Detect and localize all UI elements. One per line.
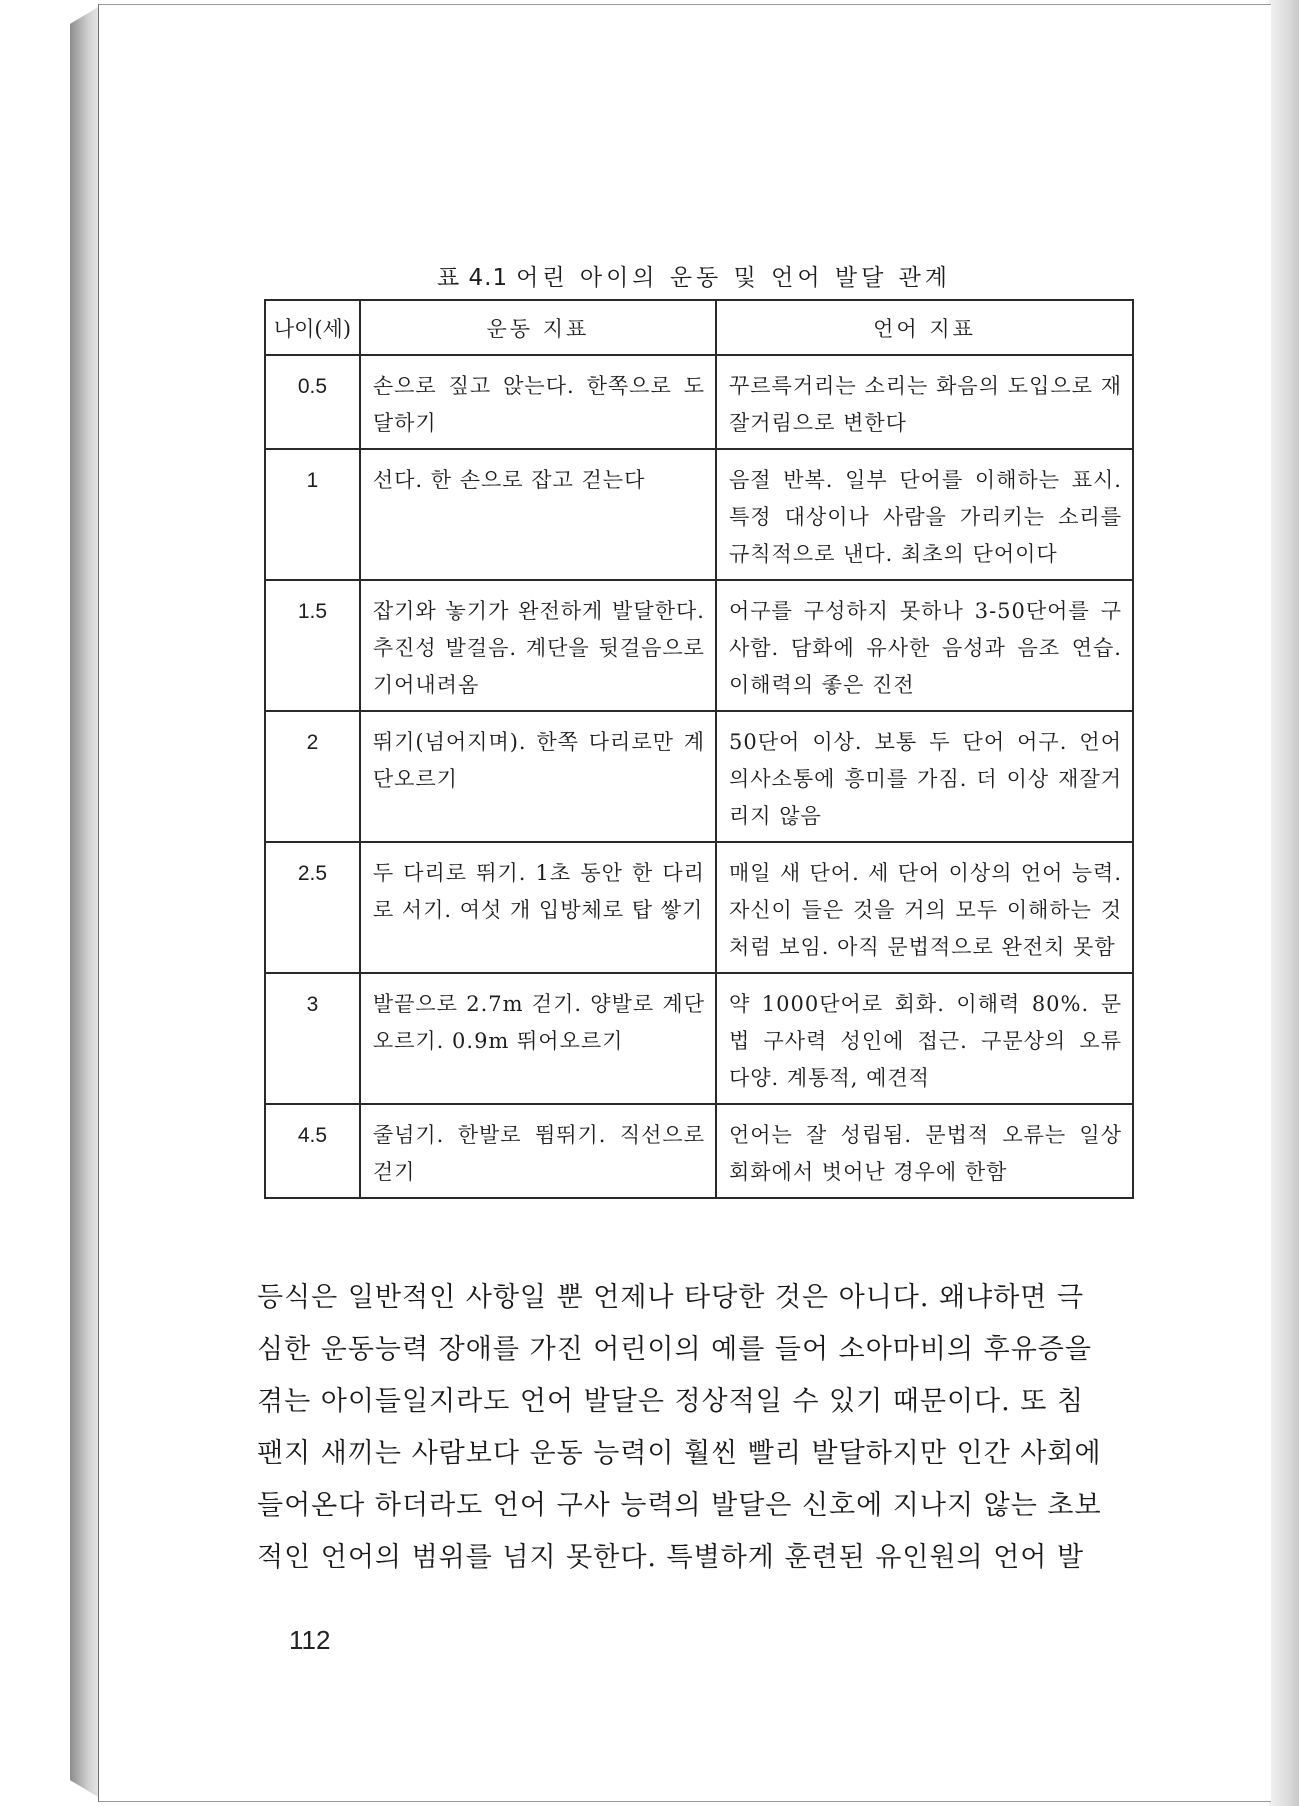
- book-page: [98, 4, 1271, 1802]
- cell-language: 음절 반복. 일부 단어를 이해하는 표시. 특정 대상이나 사람을 가리키는 소리를 규칙적으로 낸다. 최초의 단어이다: [716, 449, 1133, 580]
- cell-language: 약 1000단어로 회화. 이해력 80%. 문법 구사력 성인에 접근. 구문상의 오류 다양. 계통적, 예견적: [716, 973, 1133, 1104]
- cell-age: 3: [265, 973, 360, 1104]
- table-caption-title: 어린 아이의 운동 및 언어 발달 관계: [516, 265, 952, 291]
- cell-age: 4.5: [265, 1104, 360, 1198]
- cell-motor: 줄넘기. 한발로 뜀뛰기. 직선으로 걷기: [360, 1104, 716, 1198]
- development-table: [264, 299, 1134, 1199]
- table-row: [265, 1104, 1133, 1198]
- cell-age: 1.5: [265, 580, 360, 711]
- table-row: [265, 842, 1133, 973]
- cell-age: 2: [265, 711, 360, 842]
- table-row: [265, 580, 1133, 711]
- table-caption-number: 표 4.1: [437, 265, 509, 291]
- body-line: 팬지 새끼는 사람보다 운동 능력이 훨씬 빨리 발달하지만 인간 사회에: [257, 1438, 1102, 1469]
- cell-language: 어구를 구성하지 못하나 3-50단어를 구사함. 담화에 유사한 음성과 음조 연습. 이해력의 좋은 진전: [716, 580, 1133, 711]
- cell-motor: 발끝으로 2.7m 걷기. 양발로 계단오르기. 0.9m 뛰어오르기: [360, 973, 716, 1104]
- page-edge-left: [70, 6, 100, 1798]
- page-number: 112: [289, 1625, 331, 1655]
- body-line: 적인 언어의 범위를 넘지 못한다. 특별하게 훈련된 유인원의 언어 발: [257, 1542, 1085, 1573]
- cell-motor: 두 다리로 뛰기. 1초 동안 한 다리로 서기. 여섯 개 입방체로 탑 쌓기: [360, 842, 716, 973]
- cell-language: 50단어 이상. 보통 두 단어 어구. 언어 의사소통에 흥미를 가짐. 더 이상 재잘거리지 않음: [716, 711, 1133, 842]
- table-header-row: [265, 300, 1133, 355]
- header-motor: 운동 지표: [360, 300, 716, 355]
- table-caption: [437, 259, 951, 292]
- cell-motor: 손으로 짚고 앉는다. 한쪽으로 도달하기: [360, 355, 716, 449]
- header-language: 언어 지표: [716, 300, 1133, 355]
- cell-motor: 뛰기(넘어지며). 한쪽 다리로만 계단오르기: [360, 711, 716, 842]
- header-age: 나이(세): [265, 300, 360, 355]
- body-line: 겪는 아이들일지라도 언어 발달은 정상적일 수 있기 때문이다. 또 침: [257, 1386, 1085, 1417]
- body-paragraph: [257, 1272, 1147, 1584]
- cell-language: 언어는 잘 성립됨. 문법적 오류는 일상 회화에서 벗어난 경우에 한함: [716, 1104, 1133, 1198]
- cell-age: 0.5: [265, 355, 360, 449]
- body-line: 들어온다 하더라도 언어 구사 능력의 발달은 신호에 지나지 않는 초보: [257, 1490, 1102, 1521]
- cell-motor: 선다. 한 손으로 잡고 걷는다: [360, 449, 716, 580]
- page-edge-right: [1269, 0, 1299, 1806]
- cell-motor: 잡기와 놓기가 완전하게 발달한다. 추진성 발걸음. 계단을 뒷걸음으로 기어내려옴: [360, 580, 716, 711]
- cell-language: 꾸르륵거리는 소리는 화음의 도입으로 재잘거림으로 변한다: [716, 355, 1133, 449]
- body-line: 심한 운동능력 장애를 가진 어린이의 예를 들어 소아마비의 후유증을: [257, 1334, 1092, 1365]
- table-row: [265, 355, 1133, 449]
- cell-language: 매일 새 단어. 세 단어 이상의 언어 능력. 자신이 들은 것을 거의 모두 이해하는 것처럼 보임. 아직 문법적으로 완전치 못함: [716, 842, 1133, 973]
- cell-age: 1: [265, 449, 360, 580]
- table-row: [265, 449, 1133, 580]
- table-row: [265, 973, 1133, 1104]
- cell-age: 2.5: [265, 842, 360, 973]
- table-row: [265, 711, 1133, 842]
- body-line: 등식은 일반적인 사항일 뿐 언제나 타당한 것은 아니다. 왜냐하면 극: [257, 1282, 1085, 1313]
